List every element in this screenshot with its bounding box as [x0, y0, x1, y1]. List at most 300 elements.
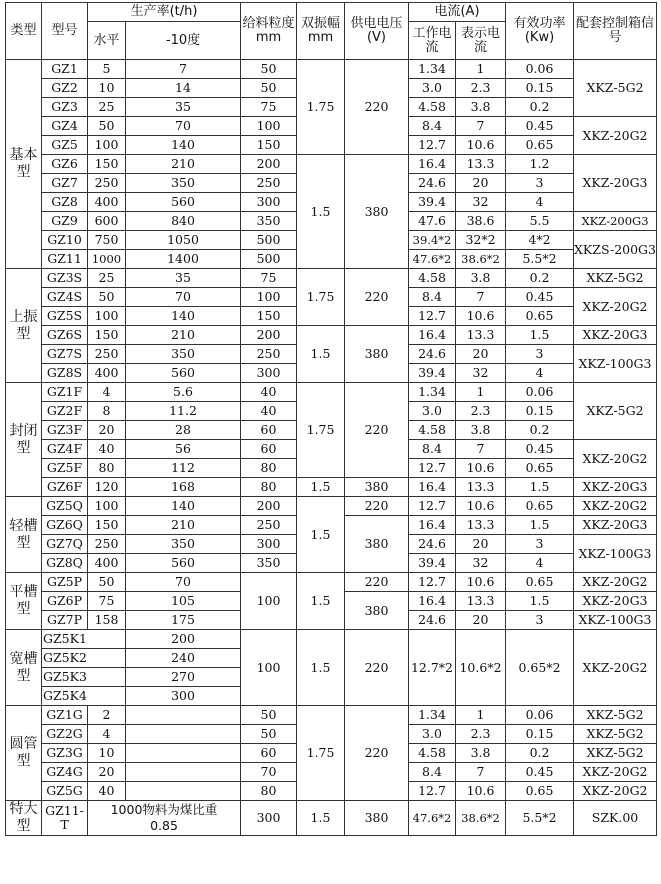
minus10-cell: 200	[126, 630, 241, 649]
power-cell: 1.5	[506, 326, 574, 345]
model-cell: GZ4G	[42, 763, 88, 782]
minus10-cell: 35	[126, 269, 241, 288]
minus10-cell	[126, 744, 241, 763]
display-current-cell: 32*2	[456, 231, 506, 250]
feed-cell: 500	[241, 231, 297, 250]
model-cell: GZ5P	[42, 573, 88, 592]
header-work-current: 工作电流	[409, 22, 456, 60]
feed-cell: 60	[241, 421, 297, 440]
voltage-cell: 220	[345, 60, 409, 155]
model-cell: GZ8Q	[42, 554, 88, 573]
control-box-cell: XKZ-5G2	[574, 383, 657, 440]
feed-cell: 250	[241, 516, 297, 535]
model-cell: GZ6Q	[42, 516, 88, 535]
display-current-cell: 10.6	[456, 782, 506, 801]
model-cell: GZ3S	[42, 269, 88, 288]
control-box-cell: XKZ-100G3	[574, 535, 657, 573]
power-cell: 0.15	[506, 725, 574, 744]
power-cell: 0.65*2	[506, 630, 574, 706]
work-current-cell: 39.4*2	[409, 231, 456, 250]
category-cell: 特大型	[6, 801, 42, 836]
minus10-cell: 350	[126, 174, 241, 193]
feed-cell: 50	[241, 706, 297, 725]
power-cell: 0.2	[506, 744, 574, 763]
work-current-cell: 12.7	[409, 307, 456, 326]
display-current-cell: 10.6	[456, 136, 506, 155]
control-box-cell: XKZ-20G2	[574, 630, 657, 706]
display-current-cell: 1	[456, 706, 506, 725]
display-current-cell: 38.6*2	[456, 250, 506, 269]
model-cell: GZ1F	[42, 383, 88, 402]
minus10-cell	[126, 725, 241, 744]
amplitude-cell: 1.5	[297, 478, 345, 497]
control-box-cell: XKZ-20G3	[574, 326, 657, 345]
minus10-cell: 11.2	[126, 402, 241, 421]
model-cell: GZ7	[42, 174, 88, 193]
power-cell: 0.06	[506, 706, 574, 725]
power-cell: 0.2	[506, 98, 574, 117]
minus10-cell: 5.6	[126, 383, 241, 402]
display-current-cell: 13.3	[456, 326, 506, 345]
display-current-cell: 3.8	[456, 744, 506, 763]
amplitude-cell: 1.5	[297, 326, 345, 383]
horizontal-cell: 600	[88, 212, 126, 231]
work-current-cell: 16.4	[409, 326, 456, 345]
model-cell: GZ4F	[42, 440, 88, 459]
display-current-cell: 1	[456, 60, 506, 79]
horizontal-cell: 250	[88, 174, 126, 193]
display-current-cell: 10.6	[456, 573, 506, 592]
control-box-cell: XKZ-100G3	[574, 611, 657, 630]
model-cell: GZ2	[42, 79, 88, 98]
feed-cell: 200	[241, 326, 297, 345]
minus10-cell: 28	[126, 421, 241, 440]
minus10-cell: 840	[126, 212, 241, 231]
power-cell: 5.5*2	[506, 250, 574, 269]
power-cell: 4*2	[506, 231, 574, 250]
control-box-cell: XKZ-20G2	[574, 573, 657, 592]
spec-table	[5, 2, 657, 836]
feed-cell: 40	[241, 402, 297, 421]
header-feed-size: 给料粒度mm	[241, 3, 297, 60]
model-cell: GZ8S	[42, 364, 88, 383]
control-box-cell: SZK.00	[574, 801, 657, 836]
feed-cell: 350	[241, 212, 297, 231]
power-cell: 0.45	[506, 117, 574, 136]
feed-cell: 75	[241, 98, 297, 117]
horizontal-cell: 40	[88, 782, 126, 801]
horizontal-cell: 25	[88, 269, 126, 288]
voltage-cell: 380	[345, 155, 409, 269]
control-box-cell: XKZ-5G2	[574, 60, 657, 117]
feed-cell: 250	[241, 345, 297, 364]
work-current-cell: 12.7	[409, 497, 456, 516]
horizontal-cell: 2	[88, 706, 126, 725]
power-cell: 5.5*2	[506, 801, 574, 836]
horizontal-cell: 100	[88, 307, 126, 326]
minus10-cell: 240	[126, 649, 241, 668]
work-current-cell: 8.4	[409, 117, 456, 136]
model-cell: GZ6S	[42, 326, 88, 345]
header-control-box: 配套控制箱信号	[574, 3, 657, 60]
work-current-cell: 3.0	[409, 79, 456, 98]
header-amplitude: 双振幅mm	[297, 3, 345, 60]
power-cell: 3	[506, 611, 574, 630]
model-cell: GZ2G	[42, 725, 88, 744]
work-current-cell: 12.7*2	[409, 630, 456, 706]
feed-cell: 50	[241, 79, 297, 98]
work-current-cell: 24.6	[409, 174, 456, 193]
work-current-cell: 12.7	[409, 459, 456, 478]
minus10-cell: 210	[126, 155, 241, 174]
minus10-cell: 560	[126, 193, 241, 212]
header-power: 有效功率(Kw)	[506, 3, 574, 60]
feed-cell: 80	[241, 459, 297, 478]
control-box-cell: XKZ-20G3	[574, 155, 657, 212]
horizontal-cell: 50	[88, 117, 126, 136]
minus10-cell: 35	[126, 98, 241, 117]
work-current-cell: 12.7	[409, 782, 456, 801]
work-current-cell: 47.6	[409, 212, 456, 231]
horizontal-cell: 100	[88, 497, 126, 516]
category-cell: 平槽型	[6, 573, 42, 630]
power-cell: 4	[506, 193, 574, 212]
work-current-cell: 16.4	[409, 592, 456, 611]
display-current-cell: 7	[456, 763, 506, 782]
header-current: 电流(A)	[409, 3, 506, 22]
display-current-cell: 1	[456, 383, 506, 402]
voltage-cell: 380	[345, 478, 409, 497]
work-current-cell: 16.4	[409, 155, 456, 174]
horizontal-cell: 20	[88, 421, 126, 440]
minus10-cell: 350	[126, 535, 241, 554]
amplitude-cell: 1.5	[297, 155, 345, 269]
control-box-cell: XKZ-5G2	[574, 725, 657, 744]
display-current-cell: 3.8	[456, 269, 506, 288]
model-cell: GZ7P	[42, 611, 88, 630]
power-cell: 0.65	[506, 459, 574, 478]
horizontal-cell: 158	[88, 611, 126, 630]
minus10-cell: 105	[126, 592, 241, 611]
horizontal-cell: 75	[88, 592, 126, 611]
horizontal-cell: 80	[88, 459, 126, 478]
minus10-cell: 7	[126, 60, 241, 79]
work-current-cell: 4.58	[409, 98, 456, 117]
power-cell: 0.2	[506, 421, 574, 440]
minus10-cell	[126, 706, 241, 725]
minus10-cell: 560	[126, 364, 241, 383]
horizontal-cell: 1000	[88, 250, 126, 269]
horizontal-cell: 40	[88, 440, 126, 459]
horizontal-cell: 400	[88, 364, 126, 383]
model-cell: GZ8	[42, 193, 88, 212]
horizontal-cell: 4	[88, 383, 126, 402]
amplitude-cell: 1.5	[297, 801, 345, 836]
model-cell: GZ1G	[42, 706, 88, 725]
model-cell: GZ3	[42, 98, 88, 117]
work-current-cell: 4.58	[409, 744, 456, 763]
work-current-cell: 1.34	[409, 383, 456, 402]
work-current-cell: 3.0	[409, 402, 456, 421]
display-current-cell: 2.3	[456, 402, 506, 421]
amplitude-cell: 1.5	[297, 630, 345, 706]
feed-cell: 150	[241, 136, 297, 155]
horizontal-cell: 4	[88, 725, 126, 744]
display-current-cell: 32	[456, 554, 506, 573]
horizontal-cell: 250	[88, 345, 126, 364]
horizontal-cell: 50	[88, 288, 126, 307]
display-current-cell: 2.3	[456, 79, 506, 98]
work-current-cell: 47.6*2	[409, 250, 456, 269]
work-current-cell: 12.7	[409, 573, 456, 592]
display-current-cell: 3.8	[456, 421, 506, 440]
control-box-cell: XKZ-5G2	[574, 744, 657, 763]
horizontal-cell: 20	[88, 763, 126, 782]
horizontal-cell: 50	[88, 573, 126, 592]
minus10-cell: 70	[126, 288, 241, 307]
minus10-cell: 140	[126, 136, 241, 155]
power-cell: 3	[506, 345, 574, 364]
minus10-cell: 270	[126, 668, 241, 687]
header-type: 类型	[6, 3, 42, 60]
feed-cell: 250	[241, 174, 297, 193]
amplitude-cell: 1.5	[297, 497, 345, 573]
feed-cell: 75	[241, 269, 297, 288]
amplitude-cell: 1.5	[297, 573, 345, 630]
feed-cell: 100	[241, 630, 297, 706]
horizontal-cell: 5	[88, 60, 126, 79]
voltage-cell: 380	[345, 516, 409, 573]
feed-cell: 40	[241, 383, 297, 402]
minus10-cell	[126, 782, 241, 801]
horizontal-cell: 150	[88, 155, 126, 174]
work-current-cell: 24.6	[409, 345, 456, 364]
work-current-cell: 39.4	[409, 364, 456, 383]
work-current-cell: 8.4	[409, 763, 456, 782]
power-cell: 0.65	[506, 497, 574, 516]
feed-cell: 350	[241, 554, 297, 573]
control-box-cell: XKZS-200G3	[574, 231, 657, 269]
category-cell: 圆管型	[6, 706, 42, 801]
work-current-cell: 3.0	[409, 725, 456, 744]
horizontal-cell: 100	[88, 136, 126, 155]
feed-cell: 100	[241, 288, 297, 307]
category-cell: 宽槽型	[6, 630, 42, 706]
work-current-cell: 8.4	[409, 440, 456, 459]
minus10-cell: 1050	[126, 231, 241, 250]
work-current-cell: 24.6	[409, 611, 456, 630]
minus10-cell: 140	[126, 497, 241, 516]
power-cell: 0.15	[506, 79, 574, 98]
display-current-cell: 13.3	[456, 592, 506, 611]
horizontal-cell: 250	[88, 535, 126, 554]
model-cell: GZ3F	[42, 421, 88, 440]
voltage-cell: 380	[345, 592, 409, 630]
power-cell: 0.45	[506, 288, 574, 307]
model-cell: GZ5K1	[42, 630, 126, 649]
feed-cell: 60	[241, 744, 297, 763]
voltage-cell: 220	[345, 383, 409, 478]
horizontal-cell: 10	[88, 744, 126, 763]
feed-cell: 500	[241, 250, 297, 269]
model-cell: GZ4	[42, 117, 88, 136]
header-minus10: -10度	[126, 22, 241, 60]
control-box-cell: XKZ-20G3	[574, 516, 657, 535]
control-box-cell: XKZ-20G2	[574, 497, 657, 516]
power-cell: 3	[506, 535, 574, 554]
display-current-cell: 2.3	[456, 725, 506, 744]
power-cell: 0.65	[506, 307, 574, 326]
minus10-cell: 168	[126, 478, 241, 497]
amplitude-cell: 1.75	[297, 269, 345, 326]
voltage-cell: 220	[345, 269, 409, 326]
display-current-cell: 10.6	[456, 497, 506, 516]
model-cell: GZ7S	[42, 345, 88, 364]
feed-cell: 100	[241, 573, 297, 630]
feed-cell: 100	[241, 117, 297, 136]
display-current-cell: 10.6*2	[456, 630, 506, 706]
model-cell: GZ11-T	[42, 801, 88, 836]
minus10-cell: 210	[126, 516, 241, 535]
display-current-cell: 13.3	[456, 155, 506, 174]
control-box-cell: XKZ-200G3	[574, 212, 657, 231]
work-current-cell: 16.4	[409, 478, 456, 497]
model-cell: GZ6F	[42, 478, 88, 497]
work-current-cell: 39.4	[409, 193, 456, 212]
power-cell: 1.5	[506, 516, 574, 535]
header-voltage: 供电电压(V)	[345, 3, 409, 60]
minus10-cell: 56	[126, 440, 241, 459]
power-cell: 0.65	[506, 573, 574, 592]
model-cell: GZ1	[42, 60, 88, 79]
power-cell: 1.5	[506, 478, 574, 497]
minus10-cell: 112	[126, 459, 241, 478]
minus10-cell	[126, 763, 241, 782]
control-box-cell: XKZ-20G2	[574, 117, 657, 155]
horizontal-cell: 10	[88, 79, 126, 98]
model-cell: GZ6	[42, 155, 88, 174]
control-box-cell: XKZ-20G3	[574, 478, 657, 497]
horizontal-cell: 120	[88, 478, 126, 497]
display-current-cell: 13.3	[456, 478, 506, 497]
minus10-cell: 560	[126, 554, 241, 573]
control-box-cell: XKZ-5G2	[574, 706, 657, 725]
display-current-cell: 7	[456, 288, 506, 307]
horizontal-cell: 400	[88, 193, 126, 212]
control-box-cell: XKZ-20G2	[574, 288, 657, 326]
feed-cell: 80	[241, 782, 297, 801]
display-current-cell: 7	[456, 440, 506, 459]
feed-cell: 60	[241, 440, 297, 459]
horizontal-cell: 150	[88, 516, 126, 535]
power-cell: 0.45	[506, 440, 574, 459]
display-current-cell: 10.6	[456, 307, 506, 326]
control-box-cell: XKZ-5G2	[574, 269, 657, 288]
model-cell: GZ11	[42, 250, 88, 269]
work-current-cell: 1.34	[409, 60, 456, 79]
work-current-cell: 1.34	[409, 706, 456, 725]
model-cell: GZ5K3	[42, 668, 126, 687]
work-current-cell: 12.7	[409, 136, 456, 155]
display-current-cell: 13.3	[456, 516, 506, 535]
power-cell: 0.65	[506, 782, 574, 801]
power-cell: 1.5	[506, 592, 574, 611]
control-box-cell: XKZ-20G2	[574, 440, 657, 478]
feed-cell: 200	[241, 497, 297, 516]
feed-cell: 150	[241, 307, 297, 326]
voltage-cell: 220	[345, 706, 409, 801]
power-cell: 0.2	[506, 269, 574, 288]
feed-cell: 300	[241, 801, 297, 836]
feed-cell: 300	[241, 193, 297, 212]
header-model: 型号	[42, 3, 88, 60]
feed-cell: 70	[241, 763, 297, 782]
voltage-cell: 220	[345, 573, 409, 592]
model-cell: GZ10	[42, 231, 88, 250]
control-box-cell: XKZ-20G2	[574, 782, 657, 801]
display-current-cell: 20	[456, 174, 506, 193]
model-cell: GZ5Q	[42, 497, 88, 516]
display-current-cell: 20	[456, 535, 506, 554]
power-cell: 0.15	[506, 402, 574, 421]
model-cell: GZ2F	[42, 402, 88, 421]
category-cell: 封闭型	[6, 383, 42, 497]
power-cell: 4	[506, 554, 574, 573]
model-cell: GZ3G	[42, 744, 88, 763]
header-capacity: 生产率(t/h)	[88, 3, 241, 22]
minus10-cell: 70	[126, 573, 241, 592]
work-current-cell: 47.6*2	[409, 801, 456, 836]
horizontal-cell: 8	[88, 402, 126, 421]
power-cell: 0.06	[506, 383, 574, 402]
power-cell: 0.06	[506, 60, 574, 79]
display-current-cell: 10.6	[456, 459, 506, 478]
display-current-cell: 20	[456, 611, 506, 630]
work-current-cell: 39.4	[409, 554, 456, 573]
model-cell: GZ5S	[42, 307, 88, 326]
category-cell: 基本型	[6, 60, 42, 269]
minus10-cell: 210	[126, 326, 241, 345]
model-cell: GZ7Q	[42, 535, 88, 554]
model-cell: GZ5K2	[42, 649, 126, 668]
minus10-cell: 14	[126, 79, 241, 98]
model-cell: GZ5F	[42, 459, 88, 478]
minus10-cell: 175	[126, 611, 241, 630]
category-cell: 上振型	[6, 269, 42, 383]
amplitude-cell: 1.75	[297, 383, 345, 478]
power-cell: 1.2	[506, 155, 574, 174]
feed-cell: 50	[241, 60, 297, 79]
model-cell: GZ6P	[42, 592, 88, 611]
header-display-current: 表示电流	[456, 22, 506, 60]
voltage-cell: 380	[345, 801, 409, 836]
minus10-cell: 350	[126, 345, 241, 364]
work-current-cell: 24.6	[409, 535, 456, 554]
display-current-cell: 32	[456, 193, 506, 212]
work-current-cell: 4.58	[409, 421, 456, 440]
horizontal-cell: 400	[88, 554, 126, 573]
model-cell: GZ5	[42, 136, 88, 155]
feed-cell: 50	[241, 725, 297, 744]
work-current-cell: 8.4	[409, 288, 456, 307]
power-cell: 5.5	[506, 212, 574, 231]
control-box-cell: XKZ-20G2	[574, 763, 657, 782]
feed-cell: 300	[241, 364, 297, 383]
power-cell: 0.65	[506, 136, 574, 155]
model-cell: GZ5K4	[42, 687, 126, 706]
horizontal-cell: 25	[88, 98, 126, 117]
feed-cell: 200	[241, 155, 297, 174]
